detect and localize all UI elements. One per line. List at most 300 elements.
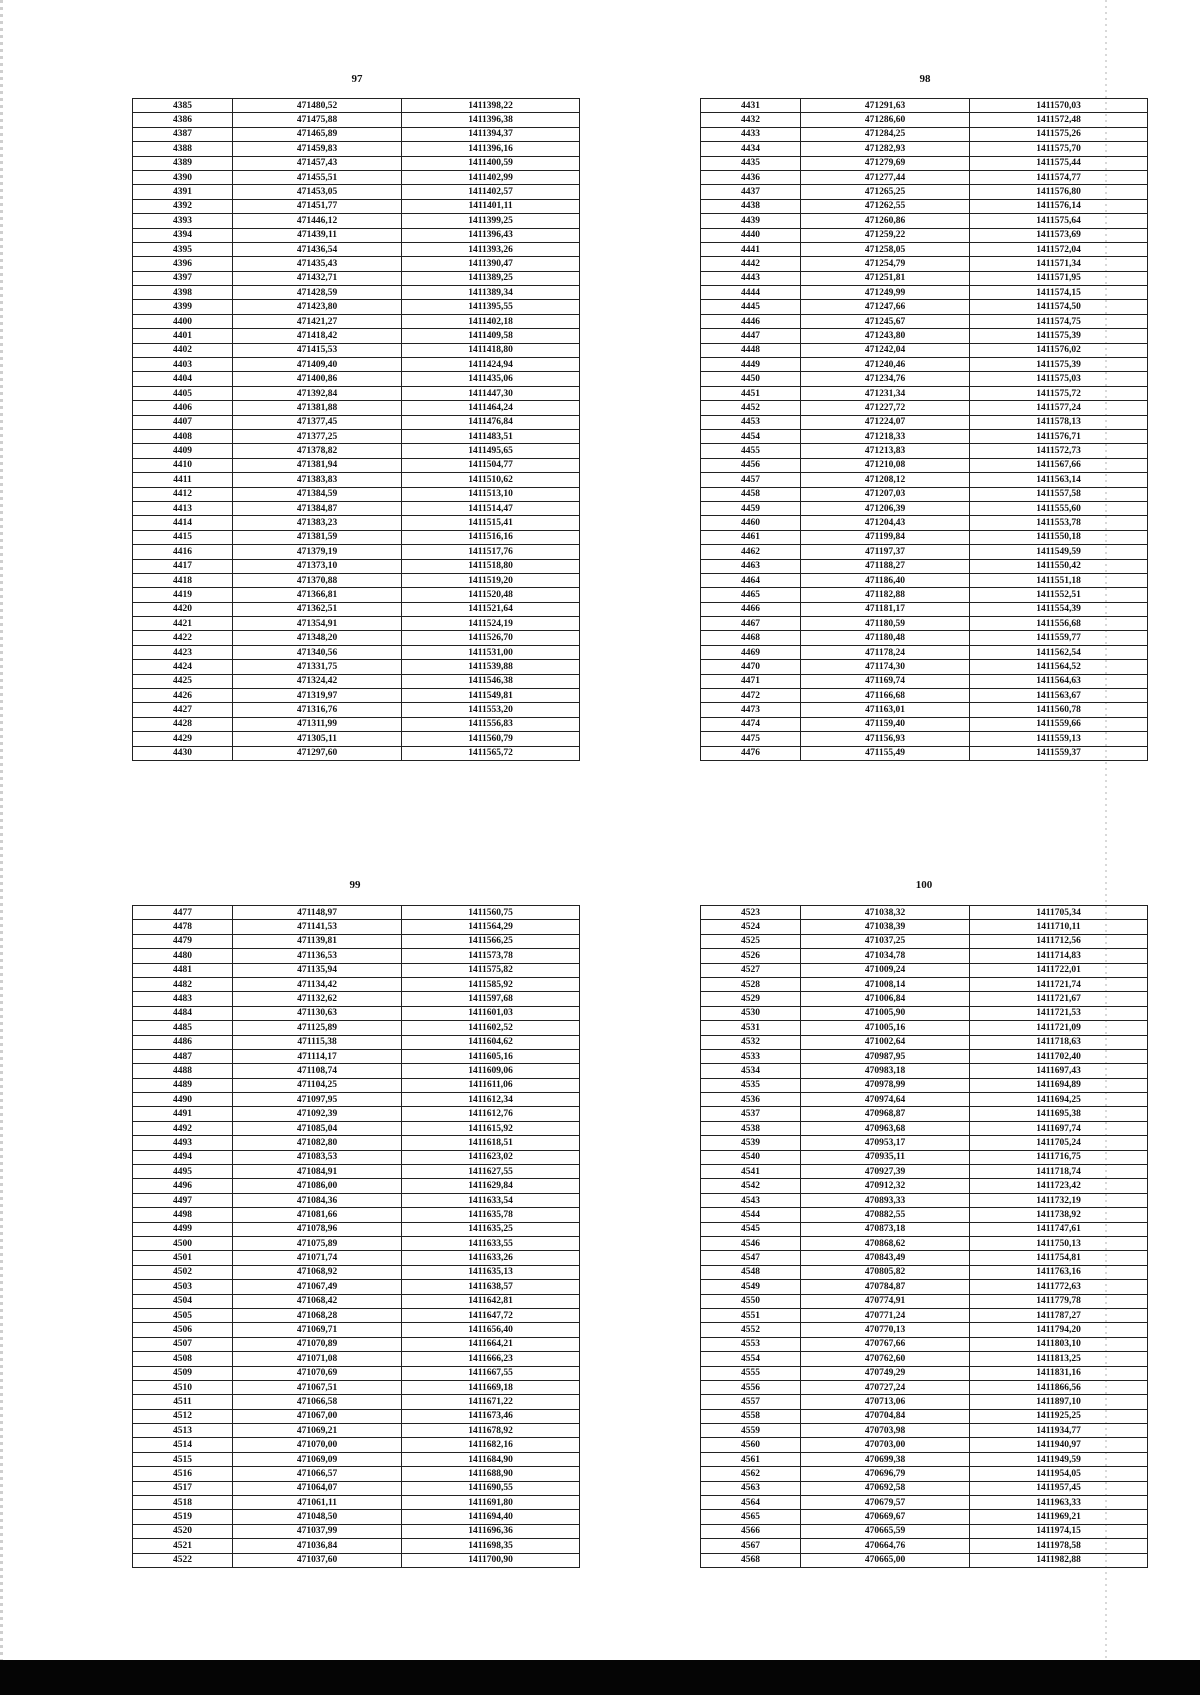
point-number-cell: 4494	[133, 1150, 233, 1164]
table-row	[701, 906, 1148, 920]
table-row	[133, 99, 580, 113]
x-coordinate-cell: 471092,39	[232, 1107, 401, 1121]
x-coordinate-cell: 471070,69	[232, 1366, 401, 1380]
point-number-cell: 4507	[133, 1337, 233, 1351]
point-number-cell: 4390	[133, 170, 233, 184]
y-coordinate-cell: 1411575,72	[970, 386, 1148, 400]
table-row	[701, 631, 1148, 645]
point-number-cell: 4449	[701, 358, 801, 372]
table-row	[701, 99, 1148, 113]
y-coordinate-cell: 1411395,55	[402, 300, 580, 314]
point-number-cell: 4432	[701, 113, 801, 127]
y-coordinate-cell: 1411574,75	[970, 314, 1148, 328]
y-coordinate-cell: 1411647,72	[402, 1308, 580, 1322]
table-row	[133, 530, 580, 544]
table-row	[133, 674, 580, 688]
x-coordinate-cell: 471277,44	[800, 170, 969, 184]
y-coordinate-cell: 1411510,62	[402, 473, 580, 487]
y-coordinate-cell: 1411389,34	[402, 286, 580, 300]
y-coordinate-cell: 1411612,76	[402, 1107, 580, 1121]
x-coordinate-cell: 471204,43	[800, 516, 969, 530]
x-coordinate-cell: 470749,29	[800, 1366, 969, 1380]
x-coordinate-cell: 471282,93	[800, 142, 969, 156]
x-coordinate-cell: 471174,30	[800, 660, 969, 674]
point-number-cell: 4498	[133, 1208, 233, 1222]
table-row	[701, 1179, 1148, 1193]
y-coordinate-cell: 1411787,27	[970, 1308, 1148, 1322]
x-coordinate-cell: 471383,23	[232, 516, 401, 530]
point-number-cell: 4453	[701, 415, 801, 429]
y-coordinate-cell: 1411574,15	[970, 286, 1148, 300]
x-coordinate-cell: 471421,27	[232, 314, 401, 328]
table-row	[133, 992, 580, 1006]
point-number-cell: 4422	[133, 631, 233, 645]
point-number-cell: 4566	[701, 1524, 801, 1538]
y-coordinate-cell: 1411559,37	[970, 746, 1148, 760]
y-coordinate-cell: 1411554,39	[970, 602, 1148, 616]
x-coordinate-cell: 471451,77	[232, 199, 401, 213]
point-number-cell: 4469	[701, 645, 801, 659]
point-number-cell: 4417	[133, 559, 233, 573]
table-row	[701, 214, 1148, 228]
y-coordinate-cell: 1411549,59	[970, 545, 1148, 559]
y-coordinate-cell: 1411396,43	[402, 228, 580, 242]
x-coordinate-cell: 471125,89	[232, 1021, 401, 1035]
table-row	[133, 429, 580, 443]
table-row	[133, 1496, 580, 1510]
x-coordinate-cell: 471316,76	[232, 703, 401, 717]
table-row	[701, 286, 1148, 300]
y-coordinate-cell: 1411954,05	[970, 1467, 1148, 1481]
table-row	[701, 314, 1148, 328]
y-coordinate-cell: 1411574,50	[970, 300, 1148, 314]
y-coordinate-cell: 1411513,10	[402, 487, 580, 501]
point-number-cell: 4541	[701, 1165, 801, 1179]
x-coordinate-cell: 471247,66	[800, 300, 969, 314]
point-number-cell: 4512	[133, 1409, 233, 1423]
x-coordinate-cell: 471115,38	[232, 1035, 401, 1049]
x-coordinate-cell: 471166,68	[800, 689, 969, 703]
table-row	[701, 1395, 1148, 1409]
x-coordinate-cell: 471251,81	[800, 271, 969, 285]
table-row	[133, 1107, 580, 1121]
x-coordinate-cell: 470868,62	[800, 1236, 969, 1250]
x-coordinate-cell: 471081,66	[232, 1208, 401, 1222]
point-number-cell: 4503	[133, 1280, 233, 1294]
table-row	[701, 1424, 1148, 1438]
y-coordinate-cell: 1411550,18	[970, 530, 1148, 544]
table-row	[133, 501, 580, 515]
table-row	[701, 559, 1148, 573]
y-coordinate-cell: 1411721,67	[970, 992, 1148, 1006]
point-number-cell: 4568	[701, 1553, 801, 1567]
table-row	[133, 127, 580, 141]
table-row	[133, 1553, 580, 1567]
point-number-cell: 4526	[701, 949, 801, 963]
table-row	[701, 1265, 1148, 1279]
point-number-cell: 4487	[133, 1049, 233, 1063]
table-row	[133, 746, 580, 760]
point-number-cell: 4467	[701, 617, 801, 631]
point-number-cell: 4443	[701, 271, 801, 285]
y-coordinate-cell: 1411559,66	[970, 717, 1148, 731]
x-coordinate-cell: 470935,11	[800, 1150, 969, 1164]
table-row	[133, 602, 580, 616]
x-coordinate-cell: 470727,24	[800, 1380, 969, 1394]
x-coordinate-cell: 471132,62	[232, 992, 401, 1006]
y-coordinate-cell: 1411573,69	[970, 228, 1148, 242]
table-row	[133, 142, 580, 156]
table-row	[133, 963, 580, 977]
table-row	[701, 573, 1148, 587]
x-coordinate-cell: 471068,92	[232, 1265, 401, 1279]
point-number-cell: 4524	[701, 920, 801, 934]
point-number-cell: 4400	[133, 314, 233, 328]
table-row	[133, 372, 580, 386]
table-row	[701, 372, 1148, 386]
point-number-cell: 4473	[701, 703, 801, 717]
table-row	[133, 689, 580, 703]
point-number-cell: 4454	[701, 429, 801, 443]
y-coordinate-cell: 1411560,79	[402, 732, 580, 746]
y-coordinate-cell: 1411572,73	[970, 444, 1148, 458]
table-row	[701, 1337, 1148, 1351]
x-coordinate-cell: 471258,05	[800, 242, 969, 256]
table-row	[133, 1308, 580, 1322]
table-row	[133, 732, 580, 746]
y-coordinate-cell: 1411949,59	[970, 1452, 1148, 1466]
point-number-cell: 4393	[133, 214, 233, 228]
table-row	[133, 1049, 580, 1063]
x-coordinate-cell: 471259,22	[800, 228, 969, 242]
x-coordinate-cell: 470912,32	[800, 1179, 969, 1193]
table-row	[701, 977, 1148, 991]
table-row	[133, 401, 580, 415]
table-row	[701, 1136, 1148, 1150]
x-coordinate-cell: 471392,84	[232, 386, 401, 400]
point-number-cell: 4437	[701, 185, 801, 199]
x-coordinate-cell: 471083,53	[232, 1150, 401, 1164]
point-number-cell: 4396	[133, 257, 233, 271]
point-number-cell: 4415	[133, 530, 233, 544]
table-row	[133, 573, 580, 587]
x-coordinate-cell: 471284,25	[800, 127, 969, 141]
table-row	[701, 1352, 1148, 1366]
x-coordinate-cell: 470963,68	[800, 1121, 969, 1135]
x-coordinate-cell: 471279,69	[800, 156, 969, 170]
x-coordinate-cell: 470974,64	[800, 1093, 969, 1107]
point-number-cell: 4558	[701, 1409, 801, 1423]
point-number-cell: 4428	[133, 717, 233, 731]
point-number-cell: 4421	[133, 617, 233, 631]
point-number-cell: 4426	[133, 689, 233, 703]
table-row	[133, 1337, 580, 1351]
point-number-cell: 4496	[133, 1179, 233, 1193]
table-row	[701, 1438, 1148, 1452]
point-number-cell: 4420	[133, 602, 233, 616]
point-number-cell: 4402	[133, 343, 233, 357]
table-row	[701, 1380, 1148, 1394]
table-row	[133, 1093, 580, 1107]
x-coordinate-cell: 471348,20	[232, 631, 401, 645]
x-coordinate-cell: 471038,32	[800, 906, 969, 920]
point-number-cell: 4551	[701, 1308, 801, 1322]
table-row	[133, 257, 580, 271]
point-number-cell: 4491	[133, 1107, 233, 1121]
y-coordinate-cell: 1411575,44	[970, 156, 1148, 170]
table-row	[133, 1467, 580, 1481]
scan-bottom-band	[0, 1660, 1200, 1695]
table-row	[701, 257, 1148, 271]
scan-left-edge	[0, 0, 3, 1660]
x-coordinate-cell: 471069,09	[232, 1452, 401, 1466]
x-coordinate-cell: 471067,49	[232, 1280, 401, 1294]
y-coordinate-cell: 1411982,88	[970, 1553, 1148, 1567]
y-coordinate-cell: 1411831,16	[970, 1366, 1148, 1380]
table-row	[701, 1481, 1148, 1495]
table-row	[133, 458, 580, 472]
x-coordinate-cell: 471068,42	[232, 1294, 401, 1308]
point-number-cell: 4474	[701, 717, 801, 731]
point-number-cell: 4460	[701, 516, 801, 530]
point-number-cell: 4414	[133, 516, 233, 530]
x-coordinate-cell: 471067,51	[232, 1380, 401, 1394]
table-row	[701, 949, 1148, 963]
point-number-cell: 4385	[133, 99, 233, 113]
y-coordinate-cell: 1411435,06	[402, 372, 580, 386]
y-coordinate-cell: 1411399,25	[402, 214, 580, 228]
page-number-97: 97	[351, 73, 363, 85]
y-coordinate-cell: 1411572,04	[970, 242, 1148, 256]
table-row	[133, 1078, 580, 1092]
x-coordinate-cell: 470882,55	[800, 1208, 969, 1222]
x-coordinate-cell: 470696,79	[800, 1467, 969, 1481]
y-coordinate-cell: 1411754,81	[970, 1251, 1148, 1265]
point-number-cell: 4506	[133, 1323, 233, 1337]
point-number-cell: 4459	[701, 501, 801, 515]
x-coordinate-cell: 471400,86	[232, 372, 401, 386]
table-row	[133, 113, 580, 127]
x-coordinate-cell: 471134,42	[232, 977, 401, 991]
y-coordinate-cell: 1411552,51	[970, 588, 1148, 602]
y-coordinate-cell: 1411576,80	[970, 185, 1148, 199]
y-coordinate-cell: 1411866,56	[970, 1380, 1148, 1394]
y-coordinate-cell: 1411688,90	[402, 1467, 580, 1481]
table-row	[133, 415, 580, 429]
table-row	[133, 1280, 580, 1294]
point-number-cell: 4547	[701, 1251, 801, 1265]
point-number-cell: 4477	[133, 906, 233, 920]
point-number-cell: 4471	[701, 674, 801, 688]
table-row	[133, 271, 580, 285]
point-number-cell: 4528	[701, 977, 801, 991]
point-number-cell: 4436	[701, 170, 801, 184]
point-number-cell: 4456	[701, 458, 801, 472]
table-row	[701, 1165, 1148, 1179]
x-coordinate-cell: 470713,06	[800, 1395, 969, 1409]
x-coordinate-cell: 471373,10	[232, 559, 401, 573]
point-number-cell: 4423	[133, 645, 233, 659]
x-coordinate-cell: 471324,42	[232, 674, 401, 688]
y-coordinate-cell: 1411779,78	[970, 1294, 1148, 1308]
x-coordinate-cell: 471181,17	[800, 602, 969, 616]
table-row	[133, 920, 580, 934]
point-number-cell: 4464	[701, 573, 801, 587]
x-coordinate-cell: 471075,89	[232, 1236, 401, 1250]
x-coordinate-cell: 471210,08	[800, 458, 969, 472]
x-coordinate-cell: 471197,37	[800, 545, 969, 559]
x-coordinate-cell: 471085,04	[232, 1121, 401, 1135]
table-row	[133, 631, 580, 645]
point-number-cell: 4565	[701, 1510, 801, 1524]
table-row	[133, 1481, 580, 1495]
y-coordinate-cell: 1411718,63	[970, 1035, 1148, 1049]
y-coordinate-cell: 1411623,02	[402, 1150, 580, 1164]
point-number-cell: 4516	[133, 1467, 233, 1481]
y-coordinate-cell: 1411551,18	[970, 573, 1148, 587]
point-number-cell: 4500	[133, 1236, 233, 1250]
table-row	[133, 1251, 580, 1265]
x-coordinate-cell: 471227,72	[800, 401, 969, 415]
y-coordinate-cell: 1411664,21	[402, 1337, 580, 1351]
y-coordinate-cell: 1411553,78	[970, 516, 1148, 530]
x-coordinate-cell: 471005,90	[800, 1006, 969, 1020]
table-row	[133, 1064, 580, 1078]
point-number-cell: 4495	[133, 1165, 233, 1179]
point-number-cell: 4470	[701, 660, 801, 674]
point-number-cell: 4518	[133, 1496, 233, 1510]
point-number-cell: 4509	[133, 1366, 233, 1380]
x-coordinate-cell: 470893,33	[800, 1193, 969, 1207]
x-coordinate-cell: 471265,25	[800, 185, 969, 199]
point-number-cell: 4511	[133, 1395, 233, 1409]
point-number-cell: 4427	[133, 703, 233, 717]
x-coordinate-cell: 471084,91	[232, 1165, 401, 1179]
y-coordinate-cell: 1411702,40	[970, 1049, 1148, 1063]
x-coordinate-cell: 471084,36	[232, 1193, 401, 1207]
y-coordinate-cell: 1411575,39	[970, 358, 1148, 372]
y-coordinate-cell: 1411573,78	[402, 949, 580, 963]
table-row	[701, 1496, 1148, 1510]
table-row	[701, 617, 1148, 631]
y-coordinate-cell: 1411564,29	[402, 920, 580, 934]
y-coordinate-cell: 1411694,25	[970, 1093, 1148, 1107]
point-number-cell: 4550	[701, 1294, 801, 1308]
table-row	[701, 300, 1148, 314]
table-row	[701, 934, 1148, 948]
table-row	[701, 1006, 1148, 1020]
point-number-cell: 4445	[701, 300, 801, 314]
x-coordinate-cell: 471428,59	[232, 286, 401, 300]
y-coordinate-cell: 1411393,26	[402, 242, 580, 256]
point-number-cell: 4508	[133, 1352, 233, 1366]
x-coordinate-cell: 471069,71	[232, 1323, 401, 1337]
table-row	[701, 645, 1148, 659]
table-row	[701, 1409, 1148, 1423]
y-coordinate-cell: 1411618,51	[402, 1136, 580, 1150]
y-coordinate-cell: 1411402,99	[402, 170, 580, 184]
y-coordinate-cell: 1411564,52	[970, 660, 1148, 674]
point-number-cell: 4410	[133, 458, 233, 472]
y-coordinate-cell: 1411974,15	[970, 1524, 1148, 1538]
point-number-cell: 4510	[133, 1380, 233, 1394]
y-coordinate-cell: 1411721,74	[970, 977, 1148, 991]
x-coordinate-cell: 471036,84	[232, 1539, 401, 1553]
x-coordinate-cell: 471415,53	[232, 343, 401, 357]
point-number-cell: 4532	[701, 1035, 801, 1049]
y-coordinate-cell: 1411635,13	[402, 1265, 580, 1279]
x-coordinate-cell: 471135,94	[232, 963, 401, 977]
x-coordinate-cell: 471311,99	[232, 717, 401, 731]
x-coordinate-cell: 471457,43	[232, 156, 401, 170]
point-number-cell: 4533	[701, 1049, 801, 1063]
x-coordinate-cell: 471475,88	[232, 113, 401, 127]
table-row	[133, 660, 580, 674]
x-coordinate-cell: 470771,24	[800, 1308, 969, 1322]
x-coordinate-cell: 471260,86	[800, 214, 969, 228]
point-number-cell: 4552	[701, 1323, 801, 1337]
table-row	[701, 992, 1148, 1006]
x-coordinate-cell: 471377,25	[232, 429, 401, 443]
table-row	[133, 1352, 580, 1366]
x-coordinate-cell: 470978,99	[800, 1078, 969, 1092]
point-number-cell: 4462	[701, 545, 801, 559]
point-number-cell: 4404	[133, 372, 233, 386]
point-number-cell: 4549	[701, 1280, 801, 1294]
y-coordinate-cell: 1411560,78	[970, 703, 1148, 717]
x-coordinate-cell: 471061,11	[232, 1496, 401, 1510]
table-row	[701, 602, 1148, 616]
x-coordinate-cell: 471254,79	[800, 257, 969, 271]
table-row	[701, 271, 1148, 285]
table-row	[133, 703, 580, 717]
point-number-cell: 4567	[701, 1539, 801, 1553]
y-coordinate-cell: 1411575,64	[970, 214, 1148, 228]
table-row	[701, 963, 1148, 977]
x-coordinate-cell: 471139,81	[232, 934, 401, 948]
x-coordinate-cell: 471038,39	[800, 920, 969, 934]
y-coordinate-cell: 1411518,80	[402, 559, 580, 573]
x-coordinate-cell: 471207,03	[800, 487, 969, 501]
x-coordinate-cell: 471305,11	[232, 732, 401, 746]
table-row	[701, 1236, 1148, 1250]
y-coordinate-cell: 1411627,55	[402, 1165, 580, 1179]
x-coordinate-cell: 470692,58	[800, 1481, 969, 1495]
x-coordinate-cell: 471231,34	[800, 386, 969, 400]
table-row	[133, 559, 580, 573]
y-coordinate-cell: 1411957,45	[970, 1481, 1148, 1495]
y-coordinate-cell: 1411667,55	[402, 1366, 580, 1380]
point-number-cell: 4395	[133, 242, 233, 256]
x-coordinate-cell: 471186,40	[800, 573, 969, 587]
point-number-cell: 4479	[133, 934, 233, 948]
x-coordinate-cell: 471163,01	[800, 703, 969, 717]
x-coordinate-cell: 471409,40	[232, 358, 401, 372]
point-number-cell: 4546	[701, 1236, 801, 1250]
y-coordinate-cell: 1411575,82	[402, 963, 580, 977]
table-row	[133, 156, 580, 170]
y-coordinate-cell: 1411570,03	[970, 99, 1148, 113]
point-number-cell: 4529	[701, 992, 801, 1006]
y-coordinate-cell: 1411671,22	[402, 1395, 580, 1409]
point-number-cell: 4447	[701, 329, 801, 343]
y-coordinate-cell: 1411447,30	[402, 386, 580, 400]
point-number-cell: 4480	[133, 949, 233, 963]
x-coordinate-cell: 471331,75	[232, 660, 401, 674]
y-coordinate-cell: 1411557,58	[970, 487, 1148, 501]
point-number-cell: 4564	[701, 1496, 801, 1510]
x-coordinate-cell: 471068,28	[232, 1308, 401, 1322]
